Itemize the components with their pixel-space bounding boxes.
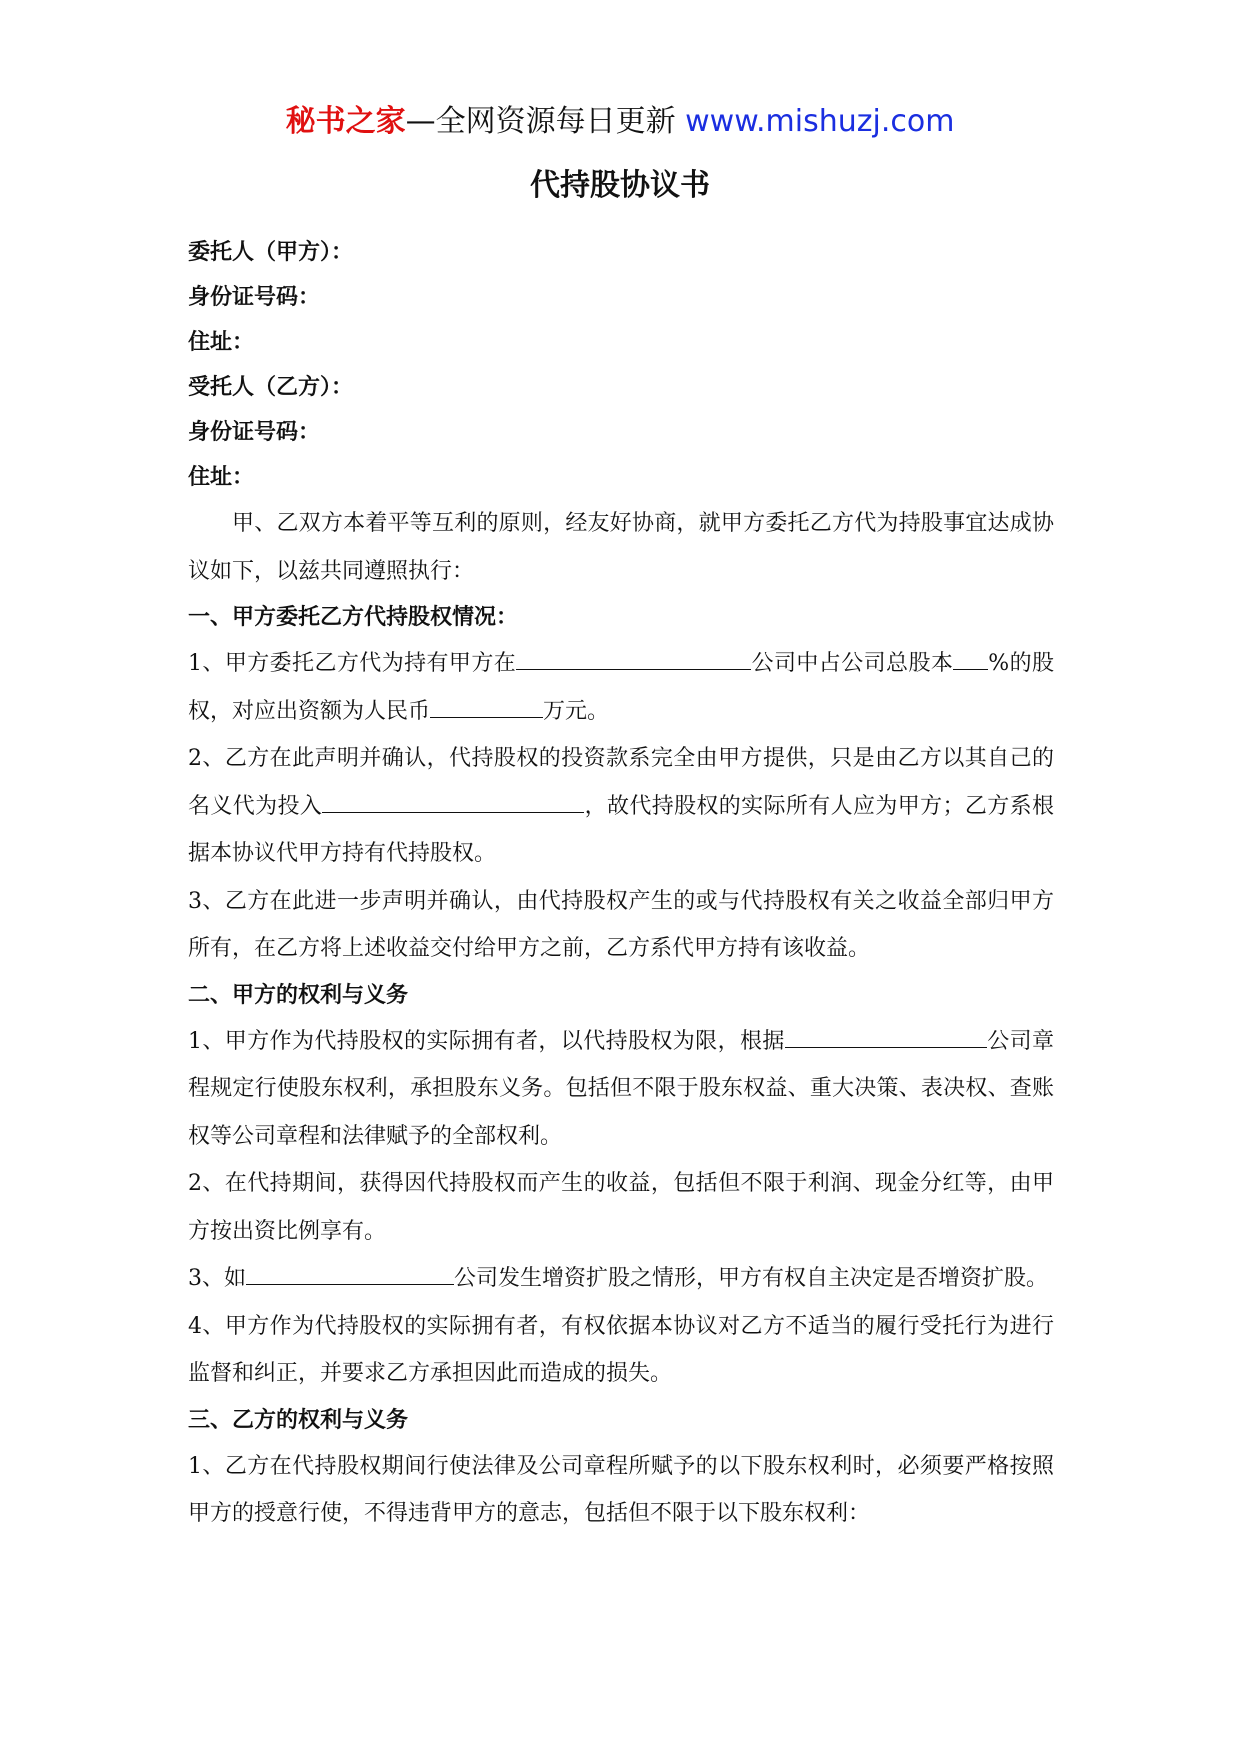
intro-paragraph: 甲、乙双方本着平等互利的原则，经友好协商，就甲方委托乙方代为持股事宜达成协议如下，以兹共同遵照执行： [188,511,1054,584]
agent-id-label: 身份证号码： [188,420,321,445]
clause-text: 公司章程规定行使股东权利，承担股东义务。包括但不限于股东权益、重大决策、表决权、查账权等公司章程和法律赋予的全部权利。 [188,1028,1054,1149]
section-1-clause-2 [188,735,1054,878]
section-2-clause-2: 2、在代持期间，获得因代持股权而产生的收益，包括但不限于利润、现金分红等，由甲方按出资比例享有。 [188,1171,1054,1244]
section-3-heading: 三、乙方的权利与义务 [188,1407,409,1433]
company-name-blank [246,1262,454,1285]
section-1-clause-1 [188,640,1054,735]
section-2-clause-3 [188,1255,1054,1303]
clause-text: 3、如 [188,1266,246,1291]
invested-company-blank [322,790,584,813]
banner-url-link[interactable]: www.mishuzj.com [685,104,955,139]
agent-label: 受托人（乙方）： [188,375,354,400]
clause-text: 公司中占公司总股本 [751,651,954,676]
share-percent-blank [953,647,988,670]
document-body [188,230,1054,1538]
section-1-heading: 一、甲方委托乙方代持股权情况： [188,605,519,630]
principal-label: 委托人（甲方）： [188,240,354,265]
section-3-clause-1: 1、乙方在代持股权期间行使法律及公司章程所赋予的以下股东权利时，必须要严格按照甲方的授意行使，不得违背甲方的意志，包括但不限于以下股东权利： [188,1453,1054,1526]
capital-amount-blank [430,695,543,718]
section-2-clause-1 [188,1018,1054,1161]
document-title: 代持股协议书 [530,168,710,203]
clause-text: 1、甲方作为代持股权的实际拥有者，以代持股权为限，根据 [188,1028,785,1054]
section-2-clause-4: 4、甲方作为代持股权的实际拥有者，有权依据本协议对乙方不适当的履行受托行为进行监督和纠正，并要求乙方承担因此而造成的损失。 [188,1313,1054,1386]
clause-text: ，故代持股权的实际所有人应为甲方；乙方系根据本协议代甲方持有代持股权。 [188,793,1054,866]
site-banner [0,102,1240,142]
company-name-blank [785,1025,987,1048]
principal-address-label: 住址： [188,330,255,355]
principal-id-label: 身份证号码： [188,285,321,310]
section-1-clause-3: 3、乙方在此进一步声明并确认，由代持股权产生的或与代持股权有关之收益全部归甲方所有，在乙方将上述收益交付给甲方之前，乙方系代甲方持有该收益。 [188,888,1054,961]
section-2-heading: 二、甲方的权利与义务 [188,982,409,1008]
clause-text: 公司发生增资扩股之情形，甲方有权自主决定是否增资扩股。 [454,1266,1049,1291]
clause-text: 1、甲方委托乙方代为持有甲方在 [188,651,517,676]
clause-text: 2、乙方在此声明并确认，代持股权的投资款系完全由甲方提供，只是由乙方以其自己的名义代为投入 [188,746,1054,819]
clause-text: %的股权，对应出资额为人民币 [188,651,1054,724]
clause-text: 万元。 [543,698,610,724]
banner-slogan: —全网资源每日更新 [405,104,676,139]
banner-brand: 秘书之家 [285,104,406,139]
agent-address-label: 住址： [188,465,255,490]
company-name-blank [516,647,751,670]
